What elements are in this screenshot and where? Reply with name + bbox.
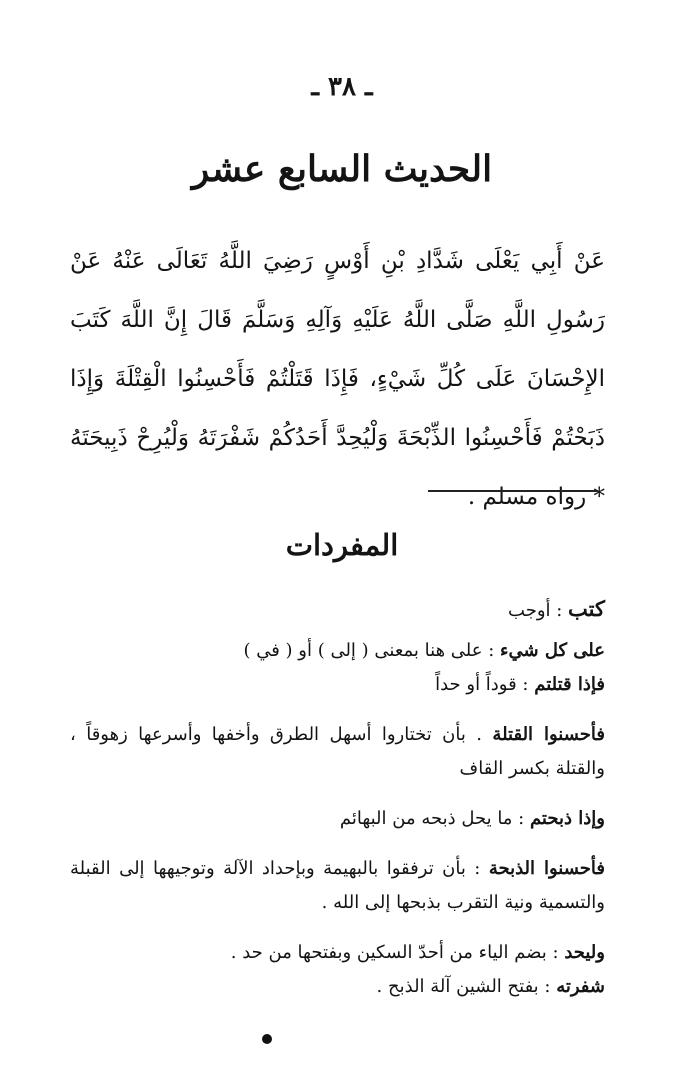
vocab-entry [70, 634, 605, 668]
vocab-entry [70, 668, 605, 702]
vocabulary-title: المفردات [285, 528, 399, 562]
page-number: ـ ٣٨ ـ [311, 72, 373, 102]
bullet-dot [262, 1034, 272, 1044]
vocab-term: فأحسنوا القتلة [492, 724, 606, 745]
vocab-entry [70, 718, 605, 786]
section-divider [428, 490, 598, 492]
vocab-definition: : على هنا بمعنى ( إلى ) أو ( في ) [243, 640, 500, 661]
vocab-entry [70, 592, 605, 628]
vocab-term: وإذا ذبحتم [529, 808, 605, 829]
vocab-definition: : بفتح الشين آلة الذبح . [376, 976, 557, 997]
vocab-term: وليحد [564, 942, 605, 963]
vocab-entry [70, 970, 605, 1004]
vocab-definition: . بأن تختاروا أسهل الطرق وأخفها وأسرعها زهوقاً ، والقتلة بكسر القاف [70, 724, 605, 779]
vocab-definition: : أوجب [508, 600, 569, 621]
vocab-term: على كل شيء [500, 640, 605, 661]
vocab-entry [70, 936, 605, 970]
vocab-definition: : ما يحل ذبحه من البهائم [339, 808, 530, 829]
vocab-definition: : بأن ترفقوا بالبهيمة وبإحداد الآلة وتوجيهها إلى القبلة والتسمية ونية التقرب بذبحها إلى الله . [70, 858, 605, 913]
vocab-term: شفرته [556, 976, 605, 997]
hadith-text: عَنْ أَبِي يَعْلَى شَدَّادِ بْنِ أَوْسٍ رَضِيَ اللَّهُ تَعَالَى عَنْهُ عَنْ رَسُولِ اللَّهِ صَلَّى اللَّهُ عَلَيْهِ وَآلِهِ وَسَلَّمَ قَالَ إِنَّ اللَّهَ كَتَبَ الإِحْسَانَ عَلَى كُلِّ شَيْءٍ، فَإِذَا قَتَلْتُمْ فَأَحْسِنُوا الْقِتْلَةَ وَإِذَا ذَبَحْتُمْ فَأَحْسِنُوا الذِّبْحَةَ وَلْيُحِدَّ أَحَدُكُمْ شَفْرَتَهُ وَلْيُرِحْ ذَبِيحَتَهُ * رواه مسلم . [70, 248, 605, 510]
vocab-term: فأحسنوا الذبحة [488, 858, 606, 879]
hadith-title: الحديث السابع عشر [191, 148, 493, 190]
vocab-term: كتب [568, 596, 605, 621]
vocab-definition: : قوداً أو حداً [435, 674, 535, 695]
vocab-term: فإذا قتلتم [534, 674, 605, 695]
vocab-definition: : بضم الياء من أحدّ السكين وبفتحها من حد . [230, 942, 565, 963]
vocab-entry [70, 802, 605, 836]
vocab-entry [70, 852, 605, 920]
vocabulary-list [70, 592, 605, 1004]
